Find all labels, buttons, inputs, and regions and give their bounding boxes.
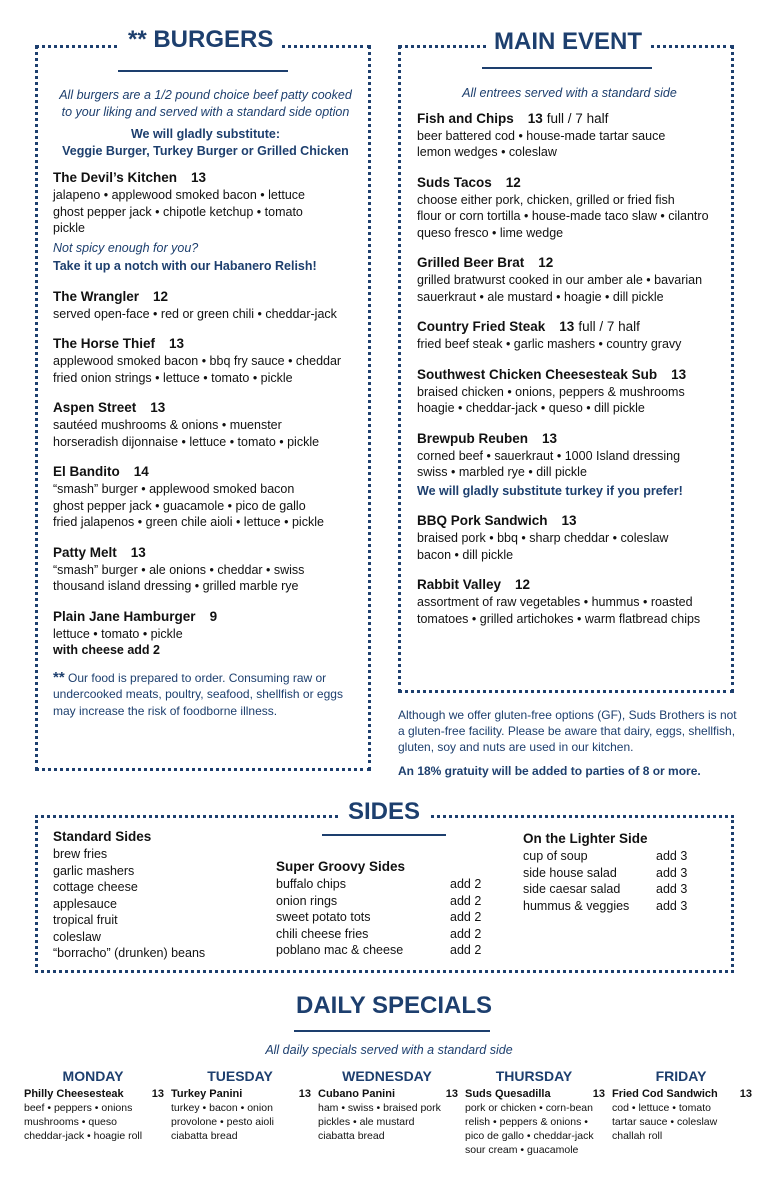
- daily-special-tuesday: [171, 1067, 319, 1143]
- main-event-intro: All entrees served with a standard side: [462, 86, 677, 100]
- special-description: tartar sauce • coleslaw: [612, 1116, 718, 1128]
- item-description: ghost pepper jack • guacamole • pico de gallo: [53, 498, 306, 513]
- standard-sides-title: Standard Sides: [53, 829, 152, 844]
- daily-specials-intro: All daily specials served with a standard side: [265, 1043, 513, 1057]
- sides-title: SIDES: [340, 798, 428, 826]
- footnote-text: Our food is prepared to order. Consuming raw or undercooked meats, poultry, seafood, shellfish or eggs may increase the risk of foodborne illness.: [53, 670, 343, 718]
- item-description: bacon • dill pickle: [417, 547, 514, 562]
- special-description: cod • lettuce • tomato: [612, 1102, 711, 1114]
- item-name: Country Fried Steak: [417, 319, 546, 334]
- main-event-content: [417, 85, 722, 640]
- item-price-suffix: full / 7 half: [578, 319, 640, 334]
- side-item: [276, 893, 486, 910]
- burgers-intro: All burgers are a 1/2 pound choice beef patty cooked to your liking and served with a standard side option: [59, 88, 352, 119]
- standard-sides-list: [53, 846, 253, 962]
- menu-item: [417, 174, 722, 242]
- item-header: [417, 512, 722, 530]
- item-header: [53, 288, 358, 306]
- special-description: cheddar-jack • hoagie roll: [24, 1130, 143, 1142]
- item-description: “smash” burger • applewood smoked bacon: [53, 482, 295, 496]
- item-name: Fish and Chips: [417, 110, 514, 126]
- menu-item: [53, 169, 358, 275]
- side-item: [276, 942, 486, 959]
- daily-special-monday: [24, 1067, 172, 1143]
- side-name: chili cheese fries: [276, 926, 369, 941]
- item-description: thousand island dressing • grilled marble rye: [53, 579, 299, 593]
- menu-item: [53, 399, 358, 450]
- substitute-line-2: Veggie Burger, Turkey Burger or Grilled Chicken: [62, 143, 349, 158]
- daily-special-thursday: [465, 1067, 613, 1157]
- main-event-list: [417, 110, 722, 628]
- special-description: pickles • ale mustard: [318, 1116, 415, 1128]
- side-price: add 3: [656, 849, 688, 863]
- item-header: [417, 254, 722, 272]
- side-name: poblano mac & cheese: [276, 943, 404, 957]
- item-description: queso fresco • lime wedge: [417, 225, 564, 240]
- item-name: BBQ Pork Sandwich: [417, 513, 548, 528]
- item-price: 12: [505, 174, 521, 190]
- burgers-rule: [118, 70, 288, 72]
- menu-item: [53, 544, 358, 595]
- item-note-bold: Take it up a notch with our Habanero Relish!: [53, 259, 317, 273]
- day-name: THURSDAY: [495, 1068, 573, 1084]
- gluten-free-note: Although we offer gluten-free options (GF), Suds Brothers is not a gluten-free facility. Please be aware that dairy, eggs, shellfish, gluten, soy and nuts are used in our kitchen.: [398, 708, 737, 754]
- lighter-sides-list: [523, 848, 693, 914]
- daily-special-wednesday: [318, 1067, 466, 1143]
- menu-item: [417, 110, 722, 161]
- side-price: add 2: [450, 926, 482, 941]
- side-item: [523, 865, 693, 882]
- substitute-line-1: We will gladly substitute:: [130, 127, 281, 141]
- special-price: 13: [298, 1088, 311, 1100]
- special-description: challah roll: [612, 1130, 663, 1142]
- item-price: 12: [153, 288, 169, 304]
- item-price: 12: [538, 255, 554, 270]
- daily-special-friday: [612, 1067, 760, 1143]
- special-description: mushrooms • queso: [24, 1116, 117, 1128]
- item-header: [53, 608, 358, 626]
- special-header: [171, 1087, 319, 1101]
- item-name: Brewpub Reuben: [417, 430, 529, 446]
- lighter-sides-title: On the Lighter Side: [523, 831, 648, 846]
- groovy-sides-list: [276, 876, 486, 959]
- special-description: ciabatta bread: [171, 1130, 238, 1142]
- item-description: fried onion strings • lettuce • tomato • pickle: [53, 370, 293, 385]
- item-price: 13: [130, 544, 146, 560]
- menu-item: [417, 318, 722, 353]
- special-price: 13: [592, 1088, 605, 1100]
- super-groovy-sides: [276, 858, 486, 959]
- burger-list: [53, 169, 358, 659]
- special-price: 13: [739, 1088, 752, 1100]
- side-item: cottage cheese: [53, 880, 138, 894]
- side-name: side caesar salad: [523, 882, 621, 896]
- burgers-title: ** BURGERS: [120, 26, 281, 54]
- main-event-title: MAIN EVENT: [486, 28, 650, 56]
- item-price: 13: [542, 430, 558, 446]
- day-name: MONDAY: [62, 1068, 124, 1084]
- special-description: ciabatta bread: [318, 1130, 385, 1142]
- item-description: applewood smoked bacon • bbq fry sauce • cheddar: [53, 354, 342, 368]
- special-header: [24, 1087, 172, 1101]
- burgers-content: [53, 87, 358, 719]
- item-header: [53, 335, 358, 353]
- item-description: tomatoes • grilled artichokes • warm flatbread chips: [417, 611, 701, 626]
- item-header: [53, 544, 358, 562]
- side-item: [523, 848, 693, 865]
- special-name: Turkey Panini: [171, 1088, 243, 1100]
- item-description: sautéed mushrooms & onions • muenster: [53, 418, 282, 432]
- special-description: pork or chicken • corn-bean: [465, 1102, 593, 1114]
- daily-specials-rule: [294, 1030, 490, 1032]
- side-price: add 2: [450, 943, 482, 957]
- side-item: applesauce: [53, 896, 117, 911]
- special-description: relish • peppers & onions •: [465, 1116, 588, 1128]
- item-name: Grilled Beer Brat: [417, 255, 525, 270]
- special-description: ham • swiss • braised pork: [318, 1102, 441, 1114]
- item-description: jalapeno • applewood smoked bacon • lettuce: [53, 188, 305, 202]
- day-name: TUESDAY: [207, 1068, 273, 1084]
- item-price: 14: [133, 464, 149, 479]
- day-name: WEDNESDAY: [342, 1068, 432, 1084]
- side-name: hummus & veggies: [523, 898, 630, 913]
- menu-item: [53, 288, 358, 323]
- item-price: 9: [209, 608, 218, 624]
- special-description: provolone • pesto aioli: [171, 1116, 274, 1128]
- side-item: [523, 898, 693, 915]
- food-safety-note: [53, 670, 358, 720]
- side-price: add 2: [450, 910, 482, 924]
- side-item: garlic mashers: [53, 863, 135, 878]
- item-header: [417, 318, 722, 336]
- item-name: The Horse Thief: [53, 336, 156, 351]
- side-price: add 3: [656, 882, 688, 896]
- special-header: [318, 1087, 466, 1101]
- item-name: Plain Jane Hamburger: [53, 608, 196, 624]
- side-name: onion rings: [276, 893, 338, 908]
- item-price: 13: [561, 513, 577, 528]
- item-description: lettuce • tomato • pickle: [53, 626, 183, 641]
- item-description: hoagie • cheddar-jack • queso • dill pickle: [417, 401, 645, 415]
- item-description: braised chicken • onions, peppers & mushrooms: [417, 384, 685, 399]
- item-description: sauerkraut • ale mustard • hoagie • dill pickle: [417, 289, 664, 304]
- special-name: Suds Quesadilla: [465, 1088, 551, 1100]
- menu-item: [417, 366, 722, 417]
- item-description: choose either pork, chicken, grilled or fried fish: [417, 192, 675, 207]
- item-header: [417, 110, 722, 128]
- side-item: tropical fruit: [53, 913, 118, 927]
- item-note: Not spicy enough for you?: [53, 240, 199, 255]
- side-item: [523, 881, 693, 898]
- groovy-sides-title: Super Groovy Sides: [276, 859, 406, 874]
- item-description: beer battered cod • house-made tartar sauce: [417, 128, 666, 143]
- item-description: ghost pepper jack • chipotle ketchup • tomato: [53, 204, 303, 219]
- side-item: [276, 926, 486, 943]
- special-price: 13: [151, 1088, 164, 1100]
- item-name: Southwest Chicken Cheesesteak Sub: [417, 366, 658, 382]
- item-name: Aspen Street: [53, 400, 137, 415]
- daily-specials-title: DAILY SPECIALS: [288, 992, 500, 1020]
- item-description: “smash” burger • ale onions • cheddar • swiss: [53, 562, 305, 577]
- item-header: [53, 463, 358, 481]
- lighter-sides: [523, 830, 693, 914]
- special-name: Philly Cheesesteak: [24, 1088, 124, 1100]
- item-description: braised pork • bbq • sharp cheddar • coleslaw: [417, 531, 669, 545]
- side-item: brew fries: [53, 847, 108, 861]
- item-name: Patty Melt: [53, 544, 117, 560]
- item-description: flour or corn tortilla • house-made taco slaw • cilantro: [417, 209, 709, 223]
- side-price: add 2: [450, 893, 482, 908]
- side-price: add 3: [656, 898, 688, 913]
- menu-item: [53, 335, 358, 386]
- side-name: side house salad: [523, 865, 617, 880]
- special-price: 13: [445, 1088, 458, 1100]
- item-description: corned beef • sauerkraut • 1000 Island dressing: [417, 448, 681, 463]
- gratuity-note: An 18% gratuity will be added to parties of 8 or more.: [398, 764, 701, 778]
- side-item: [276, 909, 486, 926]
- item-name: Suds Tacos: [417, 174, 492, 190]
- footnote-mark: **: [53, 668, 65, 686]
- menu-item: [417, 576, 722, 627]
- item-description: fried jalapenos • green chile aioli • lettuce • pickle: [53, 515, 324, 529]
- special-header: [612, 1087, 760, 1101]
- item-header: [417, 174, 722, 192]
- item-header: [417, 430, 722, 448]
- side-price: add 3: [656, 865, 688, 880]
- item-header: [53, 399, 358, 417]
- item-description: assortment of raw vegetables • hummus • roasted: [417, 595, 693, 609]
- sides-rule: [322, 834, 446, 836]
- item-name: Rabbit Valley: [417, 577, 502, 592]
- side-name: sweet potato tots: [276, 910, 371, 924]
- item-name: El Bandito: [53, 464, 120, 479]
- menu-item: [53, 608, 358, 659]
- item-price: 13: [527, 110, 543, 126]
- item-extra: with cheese add 2: [53, 643, 160, 657]
- item-price: 13: [191, 170, 207, 185]
- menu-item: [417, 512, 722, 563]
- item-description: fried beef steak • garlic mashers • country gravy: [417, 337, 682, 351]
- item-price: 13: [559, 319, 575, 334]
- special-description: pico de gallo • cheddar-jack: [465, 1130, 594, 1142]
- item-description: lemon wedges • coleslaw: [417, 145, 557, 159]
- item-note-bold: We will gladly substitute turkey if you prefer!: [417, 483, 683, 498]
- special-description: turkey • bacon • onion: [171, 1102, 273, 1114]
- standard-sides: [53, 828, 253, 962]
- side-name: cup of soup: [523, 849, 588, 863]
- item-description: horseradish dijonnaise • lettuce • tomato • pickle: [53, 434, 320, 449]
- menu-item: [417, 254, 722, 305]
- item-description: grilled bratwurst cooked in our amber ale • bavarian: [417, 273, 703, 287]
- item-name: The Devil’s Kitchen: [53, 170, 178, 185]
- special-name: Fried Cod Sandwich: [612, 1088, 718, 1100]
- item-price: 12: [515, 577, 531, 592]
- item-name: The Wrangler: [53, 288, 140, 304]
- item-price: 13: [150, 400, 166, 415]
- day-name: FRIDAY: [655, 1068, 707, 1084]
- item-header: [53, 169, 358, 187]
- item-price-suffix: full / 7 half: [546, 110, 609, 126]
- side-item: “borracho” (drunken) beans: [53, 946, 206, 960]
- item-header: [417, 576, 722, 594]
- main-event-rule: [482, 67, 652, 69]
- side-item: [276, 876, 486, 893]
- special-description: beef • peppers • onions: [24, 1102, 133, 1114]
- side-name: buffalo chips: [276, 877, 346, 891]
- special-header: [465, 1087, 613, 1101]
- item-price: 13: [169, 336, 185, 351]
- special-description: sour cream • guacamole: [465, 1144, 579, 1156]
- item-description: served open-face • red or green chili • cheddar-jack: [53, 306, 337, 321]
- special-name: Cubano Panini: [318, 1088, 395, 1100]
- side-item: coleslaw: [53, 929, 101, 944]
- item-header: [417, 366, 722, 384]
- side-price: add 2: [450, 877, 482, 891]
- menu-item: [53, 463, 358, 531]
- item-description: pickle: [53, 221, 85, 235]
- item-price: 13: [671, 366, 687, 382]
- item-description: swiss • marbled rye • dill pickle: [417, 465, 587, 479]
- menu-item: [417, 430, 722, 500]
